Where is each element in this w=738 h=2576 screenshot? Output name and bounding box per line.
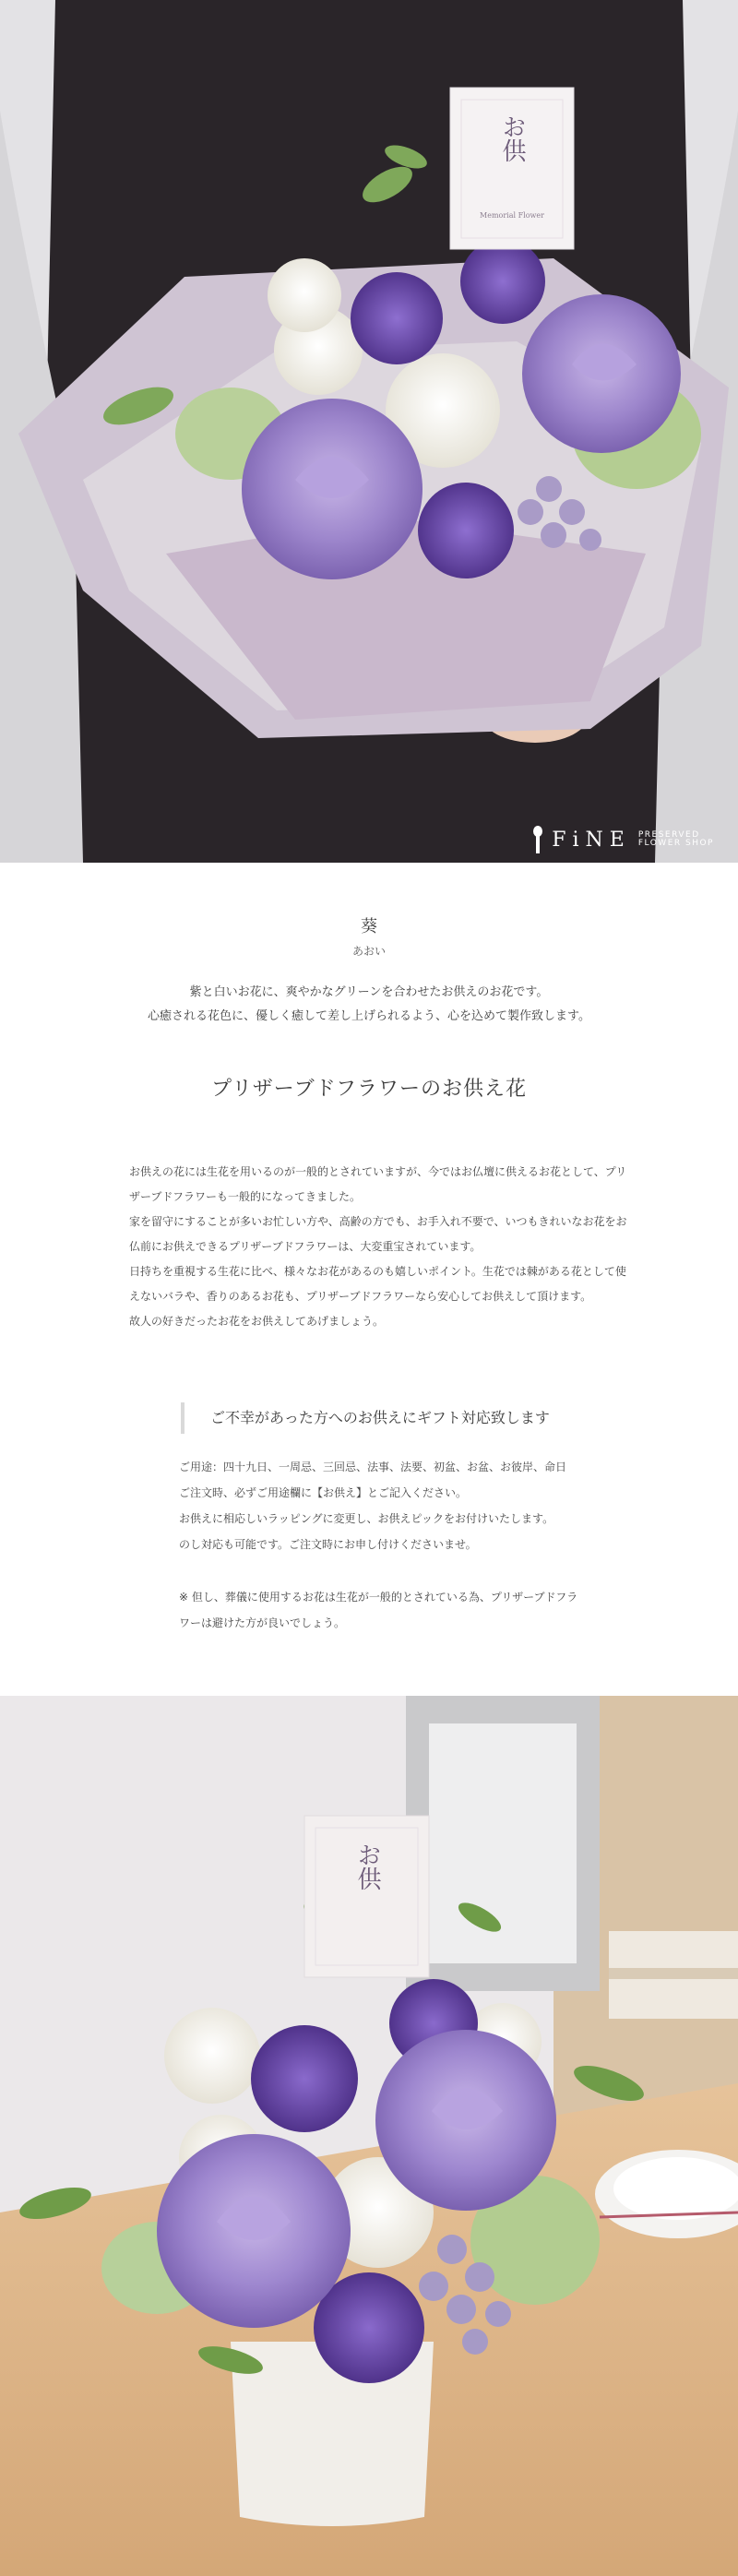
gift-line: お供えに相応しいラッピングに変更し、お供えピックをお付けいたします。	[179, 1512, 554, 1525]
gift-note	[179, 1584, 622, 1636]
gift-heading: ご不幸があった方へのお供えにギフト対応致します	[181, 1402, 568, 1434]
body-line: ザーブドフラワーも一般的になってきました。	[129, 1190, 362, 1203]
brand-logo	[531, 826, 714, 853]
body-line: お供えの花には生花を用いるのが一般的とされていますが、今ではお仏壇に供えるお花として、プリ	[129, 1165, 627, 1178]
memorial-tag	[450, 88, 574, 249]
gift-line: のし対応も可能です。ご注文時にお申し付けくださいませ。	[179, 1538, 477, 1551]
tag-text: お供	[353, 1843, 381, 1890]
brand-flower-icon	[531, 826, 544, 853]
product-title: 葵	[361, 917, 377, 936]
product-reading: あおい	[351, 945, 386, 958]
brand-sub-line-1: PRESERVED	[637, 829, 700, 840]
arrangement-photo	[0, 1696, 738, 2576]
body-line: 故人の好きだったお花をお供えしてあげましょう。	[129, 1315, 385, 1328]
intro-line: 紫と白いお花に、爽やかなグリーンを合わせたお供えのお花です。	[189, 985, 549, 999]
gift-line: ご用途：四十九日、一周忌、三回忌、法事、法要、初盆、お盆、お彼岸、命日	[179, 1461, 567, 1473]
memorial-tag	[304, 1816, 429, 1977]
gift-details	[179, 1454, 622, 1557]
body-paragraph	[129, 1160, 627, 1334]
body-line: 日持ちを重視する生花に比べ、様々なお花があるのも嬉しいポイント。生花では棘がある花として使	[129, 1265, 626, 1278]
brand-name: FiNE	[552, 828, 631, 852]
body-line: えないバラや、香りのあるお花も、プリザーブドフラワーなら安心してお供えして頂けます。	[129, 1290, 592, 1303]
intro-line: 心癒される花色に、優しく癒して差し上げられるよう、心を込めて製作致します。	[148, 1009, 590, 1023]
body-line: 仏前にお供えできるプリザーブドフラワーは、大変重宝されています。	[129, 1240, 482, 1253]
section-heading: プリザーブドフラワーのお供え花	[211, 1078, 527, 1101]
arrangement-illustration	[0, 1696, 738, 2576]
tag-text: お供	[498, 114, 526, 162]
product-intro	[0, 981, 738, 1029]
gift-line: ご注文時、必ずご用途欄に【お供え】とご記入ください。	[179, 1486, 468, 1499]
tag-caption: Memorial Flower	[480, 211, 544, 220]
hero-bouquet-illustration	[0, 0, 738, 863]
hero-photo	[0, 0, 738, 863]
note-line: ※ 但し、葬儀に使用するお花は生花が一般的とされている為、プリザーブドフラ	[179, 1591, 578, 1604]
brand-subtitle	[638, 831, 714, 849]
brand-sub-line-2: FLOWER SHOP	[637, 839, 714, 848]
note-line: ワーは避けた方が良いでしょう。	[179, 1616, 346, 1629]
body-line: 家を留守にすることが多いお忙しい方や、高齢の方でも、お手入れ不要で、いつもきれいなお花をお	[129, 1215, 627, 1228]
